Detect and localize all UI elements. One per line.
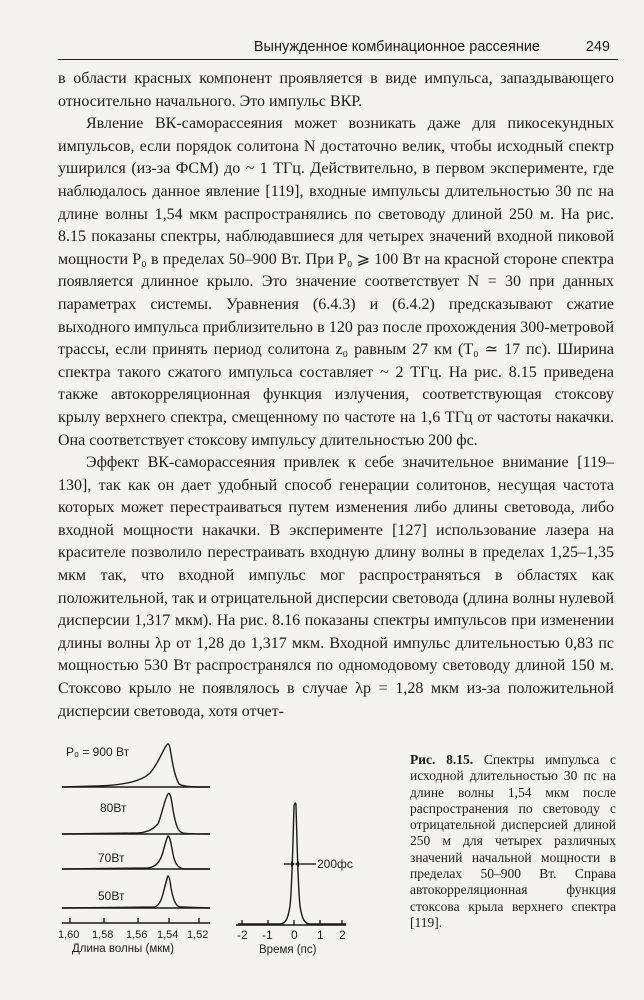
time-tick-1: -2 xyxy=(237,928,248,942)
wl-tick-3: 1,56 xyxy=(126,929,148,941)
caption-text: Спектры импульса с исходной длительностью 30 пс на длине волны 1,54 мкм после распространения по световоду с отрицательной дисперсией длиной 250 м для четырех различных значений начальной мощности в пределах 50–900 Вт. Справа автокорреляционная функция стоксова крыла верхнего спектра [119]. xyxy=(410,752,616,930)
page-header xyxy=(58,37,618,60)
wl-tick-4: 1,54 xyxy=(157,929,179,941)
figure-caption xyxy=(410,752,616,931)
spectrum-50W xyxy=(62,876,210,908)
time-tick-5: 2 xyxy=(339,928,346,942)
page-number: 249 xyxy=(585,39,610,55)
body-text xyxy=(58,68,614,723)
wl-tick-2: 1,58 xyxy=(92,929,114,941)
label-80W: 80Вт xyxy=(100,801,127,815)
wl-tick-1: 1,60 xyxy=(58,929,80,941)
time-tick-2: -1 xyxy=(262,928,273,942)
label-50W: 50Вт xyxy=(98,889,125,903)
running-title: Вынужденное комбинационное рассеяние xyxy=(253,39,540,55)
paragraph-3: Эффект ВК-саморассеяния привлек к себе значительное внимание [119–130], так как он дает удобный способ генерации солитонов, несущая частота которых может перестраиваться путем изменения либо длины световода, либо входной мощности накачки. В эксперименте [127] использование лазера на красителе позволило перестраивать входную длину волны в пределах 1,25–1,35 мкм так, что входной импульс мог распространяться в областях как положительной, так и отрицательной дисперсии световода (длина волны нулевой дисперсии 1,317 мкм). На рис. 8.16 показаны спектры импульсов при изменении длины волны λp от 1,28 до 1,317 мкм. Входной импульс длительностью 0,83 пс мощностью 530 Вт распространялся по одномодовому световоду длиной 150 м. Стоксово крыло не появлялось в случае λp = 1,28 мкм из-за положительной дисперсии световода, хотя отчет- xyxy=(58,454,614,720)
autocorr-width-label: 200фс xyxy=(317,857,353,871)
paragraph-2: Явление ВК-саморассеяния может возникать даже для пикосекундных импульсов, если порядок солитона N достаточно велик, чтобы исходный спектр уширился (из-за ФСМ) до ~ 1 ТГц. Действительно, в первом эксперименте, где наблюдалось данное явление [119], входные импульсы длительностью 30 пс на длине волны 1,54 мкм распространялись по световоду длиной 250 м. На рис. 8.15 показаны спектры, наблюдавшиеся для четырех значений входной пиковой мощности P₀ в пределах 50–900 Вт. При P₀ ⩾ 100 Вт на красной стороне спектра появляется длинное крыло. Это значение соответствует N = 30 при данных параметрах системы. Уравнения (6.4.3) и (6.4.2) предсказывают сжатие выходного импульса приблизительно в 120 раз после прохождения 300-метровой трассы, если принять период солитона z₀ равным 27 км (T₀ ≃ 17 пс). Ширина спектра такого сжатого импульса составляет ~ 2 ТГц. На рис. 8.15 приведена также автокорреляционная функция излучения, соответствующая стоксову крылу верхнего спектра, смещенному по частоте на 1,6 ТГц от частоты накачки. Она соответствует стоксову импульсу длительностью 200 фс. xyxy=(58,115,614,449)
time-tick-3: 0 xyxy=(291,928,298,942)
time-axis-label: Время (пс) xyxy=(259,944,317,956)
paragraph-1: в области красных компонент проявляется в виде импульса, запаздывающего относительно начального. Это импульс ВКР. xyxy=(58,70,614,110)
wl-tick-5: 1,52 xyxy=(187,929,209,941)
wavelength-axis-label: Длина волны (мкм) xyxy=(72,943,175,955)
label-900W: P₀ = 900 Вт xyxy=(66,745,130,759)
label-70W: 70Вт xyxy=(98,851,125,865)
spectrum-80W xyxy=(62,794,210,834)
figure-graphic xyxy=(58,740,398,965)
caption-label: Рис. 8.15. xyxy=(410,752,474,767)
spectrum-70W xyxy=(62,836,210,869)
time-tick-4: 1 xyxy=(317,928,324,942)
figure-8-15 xyxy=(58,740,398,965)
